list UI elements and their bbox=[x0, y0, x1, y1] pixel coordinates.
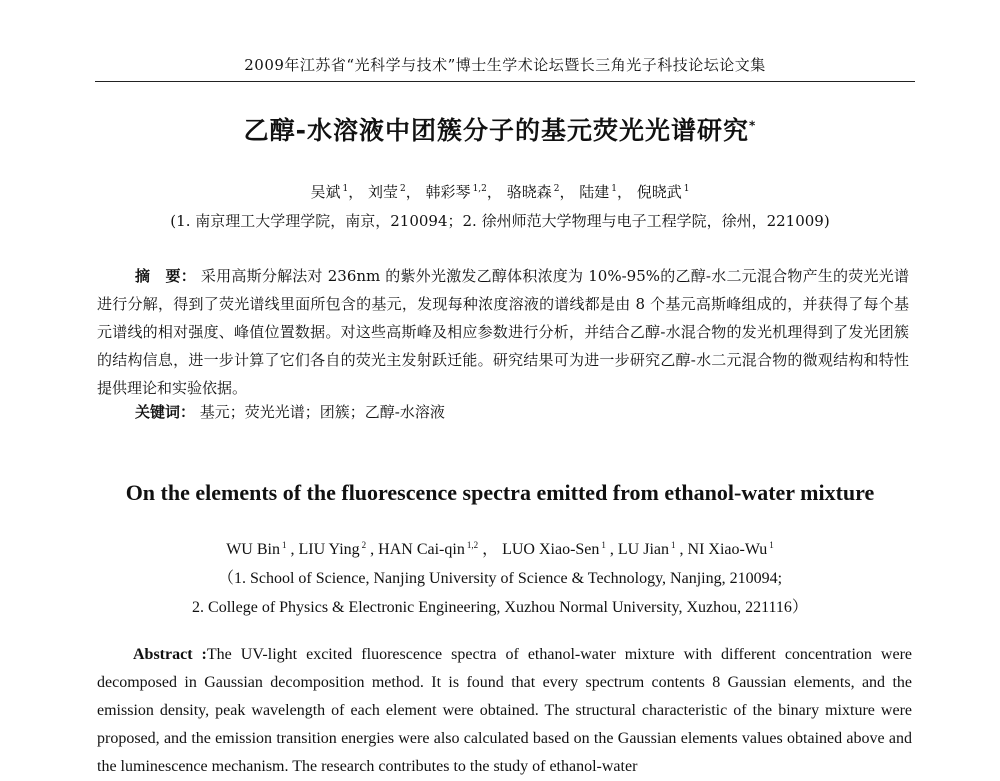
header-text: 2009年江苏省“光科学与技术”博士生学术论坛暨长三角光子科技论坛论文集 bbox=[244, 56, 766, 74]
chinese-authors bbox=[0, 181, 1000, 202]
chinese-keywords-text: 基元；荧光光谱；团簇；乙醇-水溶液 bbox=[199, 403, 445, 421]
author: NI Xiao-Wu $^1$ bbox=[687, 539, 774, 558]
chinese-title-text: 乙醇-水溶液中团簇分子的基元荧光光谱研究 bbox=[243, 116, 750, 145]
author: LUO Xiao-Sen $^1$ , bbox=[502, 539, 618, 558]
english-affiliation-1: （1. School of Science, Nanjing University of Science & Technology, Nanjing, 210094; bbox=[217, 570, 783, 587]
chinese-abstract-text: 采用高斯分解法对 236nm 的紫外光激发乙醇体积浓度为 10%-95%的乙醇-水二元混合物产生的荧光光谱进行分解，得到了荧光谱线里面所包含的基元，发现每种浓度溶液的谱线都是由 8 个基元高斯峰组成的，并获得了每个基元谱线的相对强度、峰值位置数据。对这些高斯峰及相应参数进行分析，并结合乙醇-水混合物的发光机理得到了发光团簇的结构信息，进一步计算了它们各自的荧光主发射跃迁能。研究结果可为进一步研究乙醇-水二元混合物的微观结构和特性提供理论和实验依据。 bbox=[97, 267, 909, 397]
chinese-abstract-label: 摘 要： bbox=[135, 267, 196, 285]
author: 陆建 $^1$， bbox=[579, 183, 632, 201]
title-footnote-mark: * bbox=[749, 118, 757, 133]
running-header bbox=[95, 54, 915, 82]
chinese-affiliations: (1. 南京理工大学理学院，南京，210094；2. 徐州师范大学物理与电子工程学院，徐州，221009) bbox=[170, 212, 830, 230]
author: 韩彩琴 $^{1,2}$， bbox=[425, 183, 502, 201]
english-abstract bbox=[97, 641, 912, 781]
author: LIU Ying $^2$ , bbox=[298, 539, 379, 558]
english-abstract-label: Abstract : bbox=[133, 646, 207, 663]
author: 骆晓森 $^2$， bbox=[506, 183, 575, 201]
chinese-keywords bbox=[135, 401, 445, 422]
chinese-abstract bbox=[97, 262, 909, 402]
author: HAN Cai-qin $^{1,2}$ ， bbox=[378, 539, 503, 558]
english-authors bbox=[0, 536, 1000, 559]
english-abstract-text: The UV-light excited fluorescence spectra of ethanol-water mixture with different concentration were decomposed in Gaussian decomposition method. It is found that every spectrum contents 8 Gaussian elements, and the emission density, peak wavelength of each element were obtained. The structural characteristic of the binary mixture were proposed, and the emission transition energies were also calculated based on the Gaussian elements values obtained above and the luminescence mechanism. The research contributes to the study of ethanol-water bbox=[97, 646, 913, 775]
author: WU Bin $^1$ , bbox=[226, 539, 299, 558]
chinese-keywords-label: 关键词： bbox=[135, 403, 196, 421]
english-title: On the elements of the fluorescence spectra emitted from ethanol-water mixture bbox=[125, 480, 875, 505]
author: 吴斌 $^1$， bbox=[310, 183, 364, 201]
author: 倪晓武 $^1$ bbox=[636, 183, 690, 201]
author: 刘莹 $^2$， bbox=[368, 183, 421, 201]
author: LU Jian $^1$ , bbox=[617, 539, 688, 558]
chinese-title bbox=[0, 111, 1000, 147]
english-affiliation-2: 2. College of Physics & Electronic Engineering, Xuzhou Normal University, Xuzhou, 221116） bbox=[192, 599, 808, 616]
